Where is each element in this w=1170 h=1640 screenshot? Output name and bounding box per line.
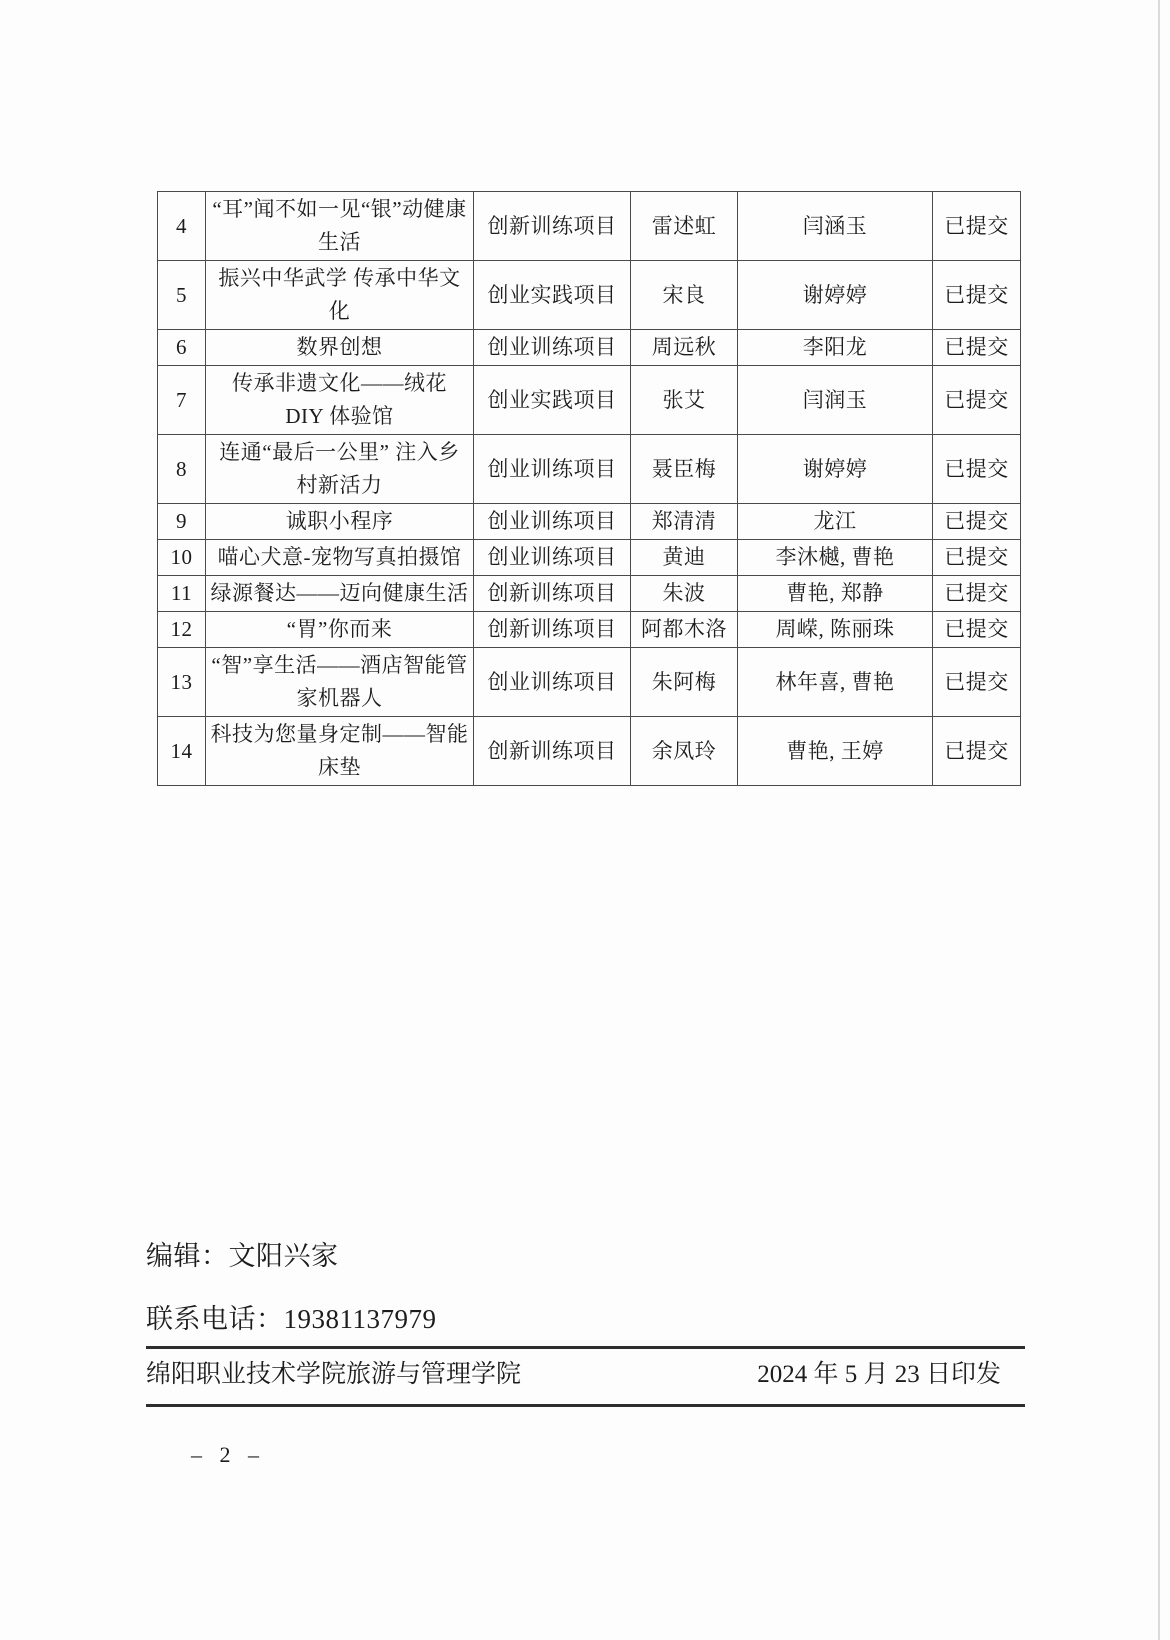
cell-status: 已提交 <box>933 612 1021 648</box>
cell-member-names: 曹艳, 王婷 <box>738 717 933 786</box>
cell-member-names: 林年喜, 曹艳 <box>738 648 933 717</box>
projects-table <box>157 191 1021 786</box>
cell-leader-name: 阿都木洛 <box>631 612 738 648</box>
cell-row-number: 13 <box>158 648 206 717</box>
cell-status: 已提交 <box>933 330 1021 366</box>
table-row <box>158 192 1021 261</box>
cell-project-type: 创业训练项目 <box>474 648 631 717</box>
cell-row-number: 7 <box>158 366 206 435</box>
cell-status: 已提交 <box>933 504 1021 540</box>
cell-leader-name: 黄迪 <box>631 540 738 576</box>
cell-row-number: 8 <box>158 435 206 504</box>
issuer-name: 绵阳职业技术学院旅游与管理学院 <box>146 1361 522 1388</box>
cell-project-type: 创业训练项目 <box>474 504 631 540</box>
cell-project-name: “智”享生活——酒店智能管家机器人 <box>206 648 474 717</box>
cell-status: 已提交 <box>933 648 1021 717</box>
cell-status: 已提交 <box>933 435 1021 504</box>
cell-row-number: 10 <box>158 540 206 576</box>
cell-project-type: 创业训练项目 <box>474 435 631 504</box>
cell-member-names: 曹艳, 郑静 <box>738 576 933 612</box>
cell-leader-name: 宋良 <box>631 261 738 330</box>
page-number: – 2 – <box>191 1442 265 1467</box>
cell-row-number: 11 <box>158 576 206 612</box>
cell-project-name: 科技为您量身定制——智能床垫 <box>206 717 474 786</box>
table-row <box>158 540 1021 576</box>
cell-leader-name: 郑清清 <box>631 504 738 540</box>
cell-row-number: 4 <box>158 192 206 261</box>
cell-project-type: 创业实践项目 <box>474 366 631 435</box>
cell-project-type: 创新训练项目 <box>474 717 631 786</box>
cell-project-type: 创新训练项目 <box>474 576 631 612</box>
cell-member-names: 李阳龙 <box>738 330 933 366</box>
cell-status: 已提交 <box>933 192 1021 261</box>
cell-project-name: 喵心犬意-宠物写真拍摄馆 <box>206 540 474 576</box>
cell-member-names: 闫润玉 <box>738 366 933 435</box>
contact-phone-line: 联系电话：19381137979 <box>146 1304 437 1334</box>
cell-leader-name: 聂臣梅 <box>631 435 738 504</box>
table-row <box>158 435 1021 504</box>
cell-project-name: 数界创想 <box>206 330 474 366</box>
cell-row-number: 12 <box>158 612 206 648</box>
table-row <box>158 612 1021 648</box>
table-row <box>158 648 1021 717</box>
cell-member-names: 李沐樾, 曹艳 <box>738 540 933 576</box>
cell-project-type: 创业训练项目 <box>474 330 631 366</box>
cell-project-type: 创新训练项目 <box>474 612 631 648</box>
cell-leader-name: 周远秋 <box>631 330 738 366</box>
table-row <box>158 261 1021 330</box>
table-row <box>158 504 1021 540</box>
cell-leader-name: 朱波 <box>631 576 738 612</box>
cell-status: 已提交 <box>933 366 1021 435</box>
table-row <box>158 717 1021 786</box>
scan-edge-line <box>1158 0 1160 1640</box>
cell-project-name: “耳”闻不如一见“银”动健康生活 <box>206 192 474 261</box>
cell-status: 已提交 <box>933 261 1021 330</box>
cell-row-number: 9 <box>158 504 206 540</box>
cell-project-type: 创业实践项目 <box>474 261 631 330</box>
cell-status: 已提交 <box>933 540 1021 576</box>
cell-member-names: 周嵘, 陈丽珠 <box>738 612 933 648</box>
cell-leader-name: 朱阿梅 <box>631 648 738 717</box>
cell-project-name: “胃”你而来 <box>206 612 474 648</box>
table-row <box>158 366 1021 435</box>
cell-project-type: 创新训练项目 <box>474 192 631 261</box>
cell-leader-name: 余凤玲 <box>631 717 738 786</box>
projects-table-body <box>158 192 1021 786</box>
cell-project-name: 连通“最后一公里” 注入乡村新活力 <box>206 435 474 504</box>
cell-leader-name: 雷述虹 <box>631 192 738 261</box>
editor-line: 编辑：文阳兴家 <box>146 1241 339 1271</box>
footer-divider-top <box>146 1346 1025 1349</box>
cell-leader-name: 张艾 <box>631 366 738 435</box>
cell-member-names: 谢婷婷 <box>738 435 933 504</box>
cell-project-name: 振兴中华武学 传承中华文化 <box>206 261 474 330</box>
cell-member-names: 龙江 <box>738 504 933 540</box>
issue-date: 2024 年 5 月 23 日印发 <box>757 1361 1001 1388</box>
cell-member-names: 谢婷婷 <box>738 261 933 330</box>
table-row <box>158 330 1021 366</box>
cell-row-number: 6 <box>158 330 206 366</box>
cell-project-name: 传承非遗文化——绒花 DIY 体验馆 <box>206 366 474 435</box>
cell-status: 已提交 <box>933 717 1021 786</box>
cell-status: 已提交 <box>933 576 1021 612</box>
cell-member-names: 闫涵玉 <box>738 192 933 261</box>
issue-row <box>146 1356 1025 1394</box>
cell-row-number: 14 <box>158 717 206 786</box>
cell-project-type: 创业训练项目 <box>474 540 631 576</box>
cell-row-number: 5 <box>158 261 206 330</box>
table-row <box>158 576 1021 612</box>
footer-divider-bottom <box>146 1404 1025 1407</box>
cell-project-name: 诚职小程序 <box>206 504 474 540</box>
cell-project-name: 绿源餐达——迈向健康生活 <box>206 576 474 612</box>
